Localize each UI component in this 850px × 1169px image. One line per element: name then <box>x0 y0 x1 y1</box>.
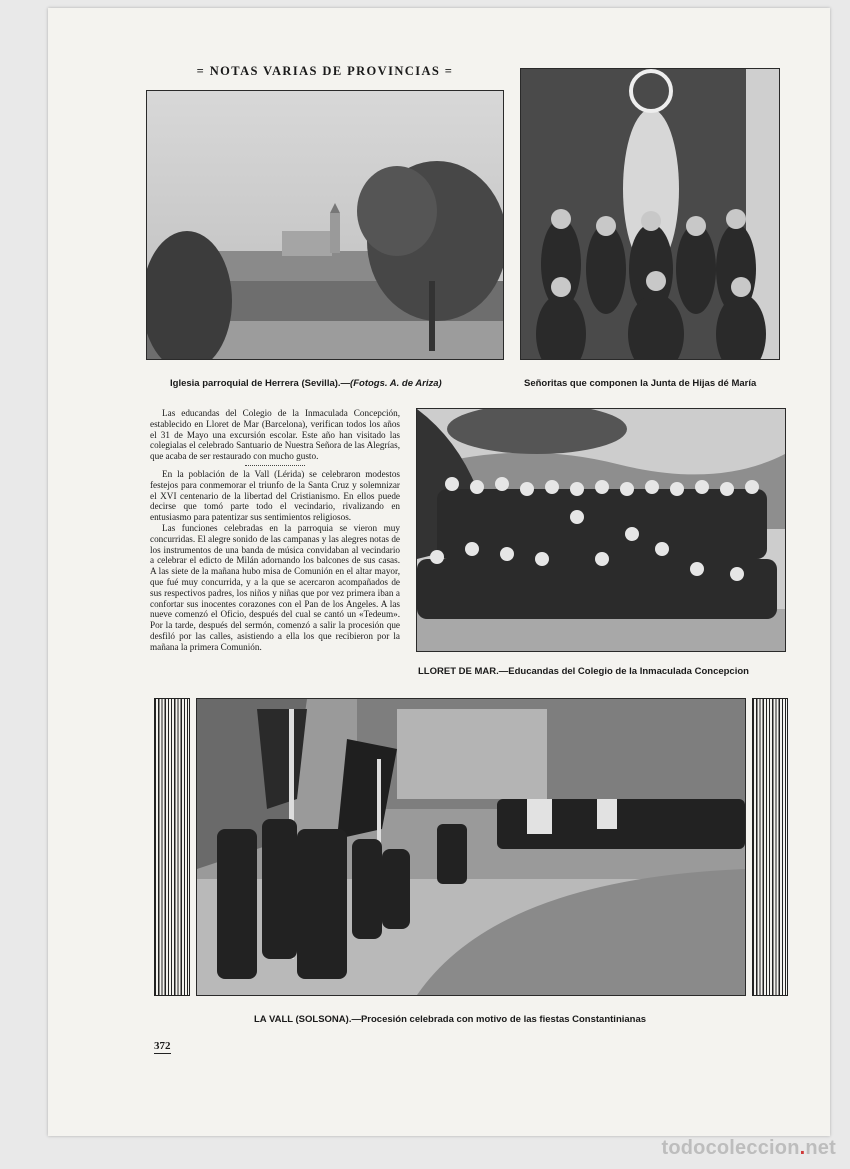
page-number: 372 <box>154 1040 171 1052</box>
article-paragraph-3: Las funciones celebradas en la parroquia se vieron muy concurridas. El alegre sonido de las campanas y las alegres notas de los instrumentos de una banda de música convidaban al vecindario a celebrar el edicto de Milán adornando los balcones de sus casas. A las siete de la mañana hubo misa de Comunión en el altar mayor, que fué muy concurrida, y a la que se acercaron acompañados de sus respectivos padres, los niños y niñas que por vez primera iban a confortar sus inocentes corazones con el Pan de los Angeles. A las nueve comenzó el Oficio, después del cual se cantó un «Tedeum». Por la tarde, después del sermón, comenzó a salir la procesión que desfiló por las calles, asistiendo a ella los que recibieron por la mañana la primera Comunión. <box>150 522 400 652</box>
caption-herrera-main: Iglesia parroquial de Herrera (Sevilla).— <box>170 378 351 389</box>
watermark-part-1: todocoleccion <box>661 1137 800 1159</box>
article-paragraph-2: En la población de la Vall (Lérida) se celebraron modestos festejos para conmemorar el triunfo de la Santa Cruz y solemnizar el XVI centenario de la libertad del Cristianismo. En ellos puede decirse que tomó parte todo el vecindario, rivalizando en entusiasmo para patentizar sus sentimientos religiosos. <box>150 468 400 523</box>
caption-herrera <box>170 378 442 389</box>
decorative-border-left <box>154 698 190 996</box>
section-header: = NOTAS VARIAS DE PROVINCIAS = <box>196 64 454 78</box>
article-separator <box>245 465 305 466</box>
decorative-border-right <box>752 698 788 996</box>
caption-herrera-credit: (Fotogs. A. de Ariza) <box>350 378 442 389</box>
caption-hijas: Señoritas que componen la Junta de Hijas dé María <box>524 378 757 389</box>
photo-herrera-church <box>146 90 504 360</box>
photo-la-vall-procession <box>196 698 746 996</box>
article-text <box>150 408 400 653</box>
watermark-part-2: net <box>805 1137 836 1159</box>
article-paragraph-1: Las educandas del Colegio de la Inmaculada Concepción, establecido en Lloret de Mar (Barcelona), verifican todos los años el 31 de Mayo una excursión escolar. Este año han visitado las colegialas el celebrado Santuario de Nuestra Señora de las Alegrías, que acaba de ser restaurado con mucho gusto. <box>150 408 400 462</box>
caption-la-vall: LA VALL (SOLSONA).—Procesión celebrada con motivo de las fiestas Constantinianas <box>254 1014 647 1025</box>
photo-lloret-de-mar <box>416 408 786 652</box>
caption-lloret: LLORET DE MAR.—Educandas del Colegio de la Inmaculada Concepcion <box>418 666 749 677</box>
watermark-logo <box>661 1137 836 1160</box>
watermark-dot: . <box>799 1137 806 1159</box>
photo-hijas-de-maria <box>520 68 780 360</box>
